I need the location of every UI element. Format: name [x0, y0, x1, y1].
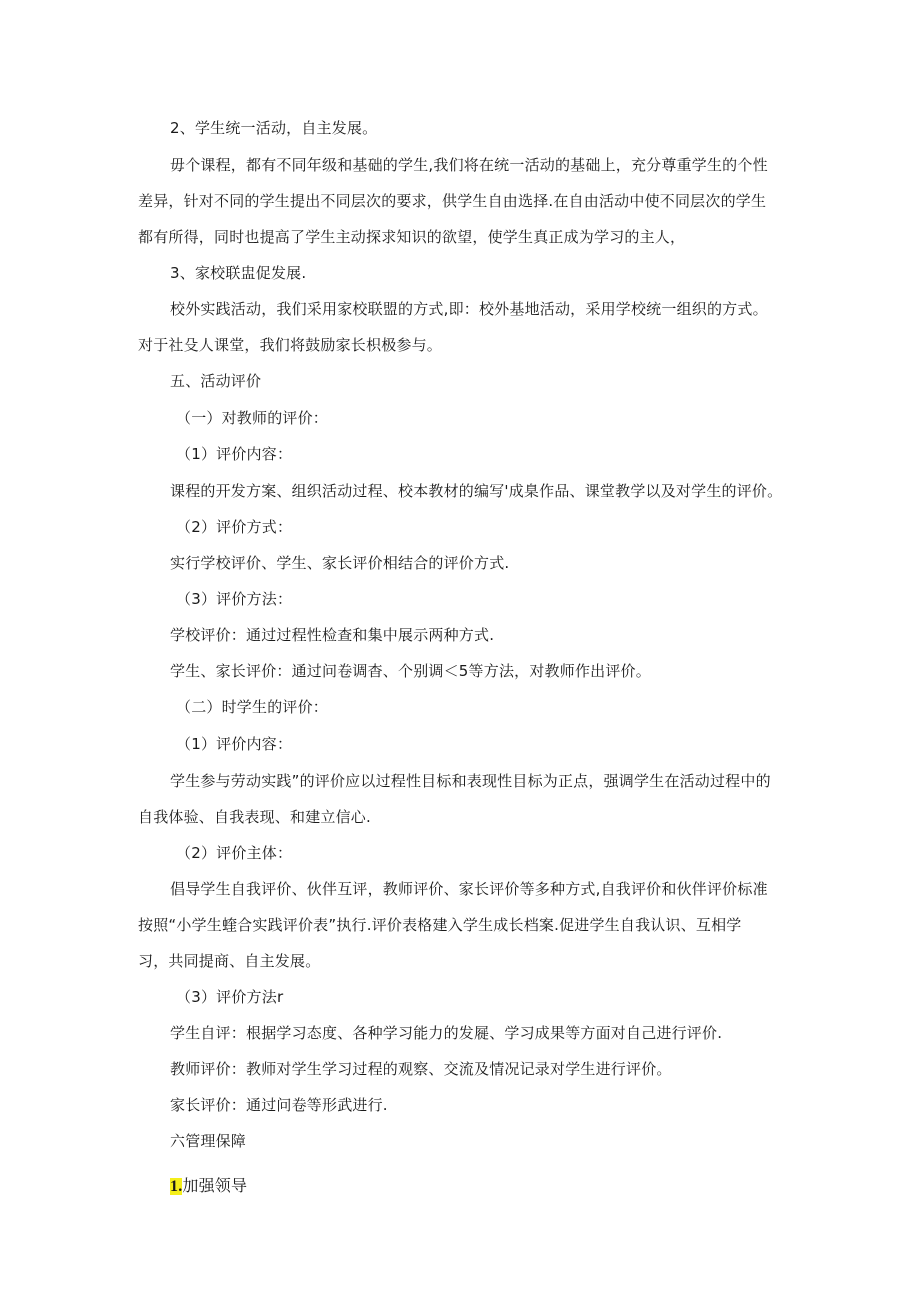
paragraph-line: 对于社殳人课堂，我们将鼓励家长枳极参与。 — [138, 336, 443, 354]
paragraph-line: 都有所得，同时也提高了学生主动探求知识的欲望，使学生真正成为学习的主人， — [138, 228, 686, 246]
paragraph-line: 差异，针对不同的学生提出不同层次的要求，供学生自由选择.在自由活动中使不同层次的学生 — [138, 192, 767, 210]
paragraph-line: 习，共同提商、自主发展。 — [138, 952, 321, 970]
item-heading: （2）评价方式： — [176, 518, 293, 536]
paragraph-line: 家长评价：通过问卷等形武进行. — [170, 1096, 388, 1114]
paragraph-line: 校外实践活动，我们采用家校联盟的方式,即：校外基地活动，采用学校统一组织的方式。 — [170, 300, 768, 318]
subsection-heading-student-evaluation: （二）时学生的评价： — [176, 698, 329, 716]
subsection-heading-teacher-evaluation: （一）对教师的评价： — [176, 409, 329, 427]
paragraph-line: 教师评价：教师对学生学习过程的观察、交流及情况记录对学生进行评价。 — [170, 1060, 672, 1078]
paragraph-line: 学生参与劳动实践”的评价应以过程性目标和表现性目标为正点，强调学生在活动过程中的 — [170, 772, 771, 790]
highlighted-number: 1. — [170, 1178, 183, 1195]
paragraph-line: 倡导学生自我评价、伙伴互评，教师评价、家长评价等多种方式,自我评价和伙伴评价标准 — [170, 880, 768, 898]
section-heading-management: 六管理保障 — [170, 1132, 247, 1150]
paragraph-line: 按照“小学生蝰合实践评价表”执行.评价表格建入学生成长档案.促进学生自我认识、互相学 — [138, 916, 742, 934]
item-heading: （3）评价方法： — [176, 590, 293, 608]
paragraph-line: 自我体验、自我表现、和建立信心. — [138, 808, 371, 826]
paragraph-line: 学校评价：通过过程性检查和集中展示两种方式. — [170, 626, 495, 644]
paragraph-line: 学生自评：根据学习态度、各种学习能力的发屣、学习成果等方面对自己进行评价. — [170, 1024, 723, 1042]
heading-text: 加强领导 — [182, 1176, 248, 1195]
section-heading-evaluation: 五、活动评价 — [170, 372, 262, 390]
paragraph-line: 课程的开发方案、组织活动过程、校本教材的编写'成臬作品、课堂教学以及对学生的评价。 — [170, 482, 783, 500]
item-heading: （3）评价方法r — [176, 988, 284, 1006]
heading-home-school: 3、家校联盅促发展. — [170, 264, 307, 282]
item-heading: （1）评价内容： — [176, 735, 293, 753]
paragraph-line: 实行学校评价、学生、家长评价相结合的评价方式. — [170, 554, 510, 572]
heading-student-unified-activity: 2、学生统一活动，自主发展。 — [170, 119, 378, 137]
paragraph-line: 学生、家长评价：通过问卷调杳、个别调＜5等方法，对教师作出评价。 — [170, 662, 651, 680]
heading-strengthen-leadership — [170, 1176, 247, 1197]
item-heading: （2）评价主体： — [176, 844, 293, 862]
item-heading: （1）评价内容： — [176, 445, 293, 463]
paragraph-line: 毋个课程，都有不同年级和基础的学生,我们将在统一活动的基础上，充分尊重学生的个性 — [170, 156, 768, 174]
